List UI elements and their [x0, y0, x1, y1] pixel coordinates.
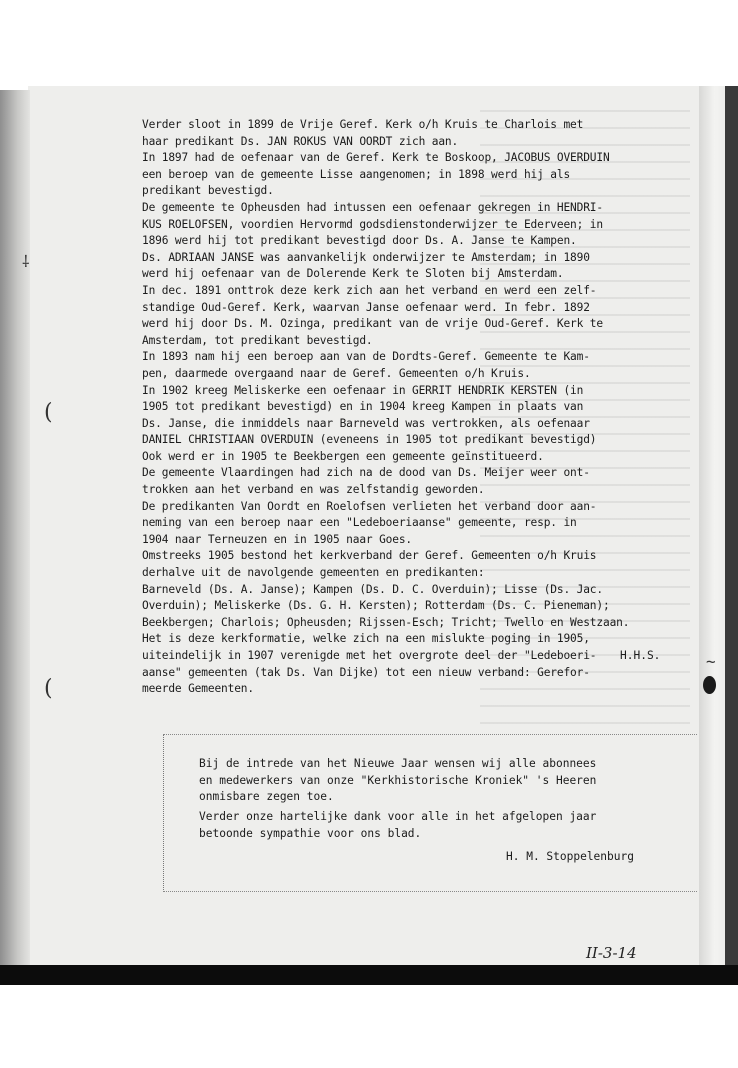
signature-initials: H.H.S. — [620, 649, 661, 662]
bottom-margin — [0, 985, 738, 1068]
punch-hole — [703, 676, 716, 694]
margin-bracket-mark: ( — [44, 400, 53, 425]
greeting-signature: H. M. Stoppelenburg — [506, 850, 634, 863]
body-text: Verder sloot in 1899 de Vrije Geref. Kerk o/h Kruis te Charlois met haar predikant Ds. JAN ROKUS VAN OORDT zich aan. In 1897 had de oefenaar van de Geref. Kerk te Boskoop, JACOBUS OVERDUIN een beroep van de gemeente Lisse aangenomen; in 1898 werd hij als predikant bevestigd. De gemeente te Opheusden had intussen een oefenaar gekregen in HENDRI- KUS ROELOFSEN, voordien Hervormd godsdienstonderwijzer te Ederveen; in 1896 werd hij tot predikant bevestigd door Ds. A. Janse te Kampen. Ds. ADRIAAN JANSE was aanvankelijk onderwijzer te Amsterdam; in 1890 werd hij oefenaar van de Dolerende Kerk te Sloten bij Amsterdam. In dec. 1891 onttrok deze kerk zich aan het verband en werd een zelf- standige Oud-Geref. Kerk, waarvan Janse oefenaar werd. In febr. 1892 werd hij door Ds. M. Ozinga, predikant van de vrije Oud-Geref. Kerk te Amsterdam, tot predikant bevestigd. In 1893 nam hij een beroep aan van de Dordts-Geref. Gemeente te Kam- pen, daarmede overgaand naar de Geref. Gemeenten o/h Kruis. In 1902 kreeg Meliskerke een oefenaar in GERRIT HENDRIK KERSTEN (in 1905 tot predikant bevestigd) en in 1904 kreeg Kampen in plaats van Ds. Janse, die inmiddels naar Barneveld was vertrokken, als oefenaar DANIEL CHRISTIAAN OVERDUIN (eveneens in 1905 tot predikant bevestigd) Ook werd er in 1905 te Beekbergen een gemeente geïnstitueerd. De gemeente Vlaardingen had zich na de dood van Ds. Meijer weer ont- trokken aan het verband en was zelfstandig geworden. De predikanten Van Oordt en Roelofsen verlieten het verband door aan- neming van een beroep naar een "Ledeboeriaanse" gemeente, resp. in 1904 naar Terneuzen en in 1905 naar Goes. Omstreeks 1905 bestond het kerkverband der Geref. Gemeenten o/h Kruis derhalve uit de navolgende gemeenten en predikanten: Barneveld (Ds. A. Janse); Kampen (Ds. D. C. Overduin); Lisse (Ds. Jac. Overduin); Meliskerke (Ds. G. H. Kersten); Rotterdam (Ds. C. Pieneman); Beekbergen; Charlois; Opheusden; Rijssen-Esch; Tricht; Twello en Westzaan. Het is deze kerkformatie, welke zich na een mislukte poging in 1905, uiteindelijk in 1907 verenigde met het overgrote deel der "Ledeboeri- aanse" gemeenten (tak Ds. Van Dijke) tot een nieuw verband: Gerefor- meerde Gemeenten. — [142, 118, 630, 696]
margin-scribble-mark: ~ — [706, 652, 716, 671]
top-margin — [0, 0, 738, 86]
right-binding-shadow — [725, 86, 738, 966]
page-number: II-3-14 — [586, 944, 637, 962]
margin-scribble-mark: ⸸ — [22, 252, 30, 271]
left-page-edge — [0, 90, 30, 966]
greeting-paragraph-1: Bij de intrede van het Nieuwe Jaar wensen wij alle abonnees en medewerkers van onze "Kerkhistorische Kroniek" 's Heeren onmisbare zegen toe. — [199, 757, 597, 804]
bottom-scan-shadow — [0, 965, 738, 987]
margin-bracket-mark: ( — [44, 676, 53, 701]
greeting-paragraph-2: Verder onze hartelijke dank voor alle in het afgelopen jaar betoonde sympathie voor ons blad. — [199, 810, 597, 840]
